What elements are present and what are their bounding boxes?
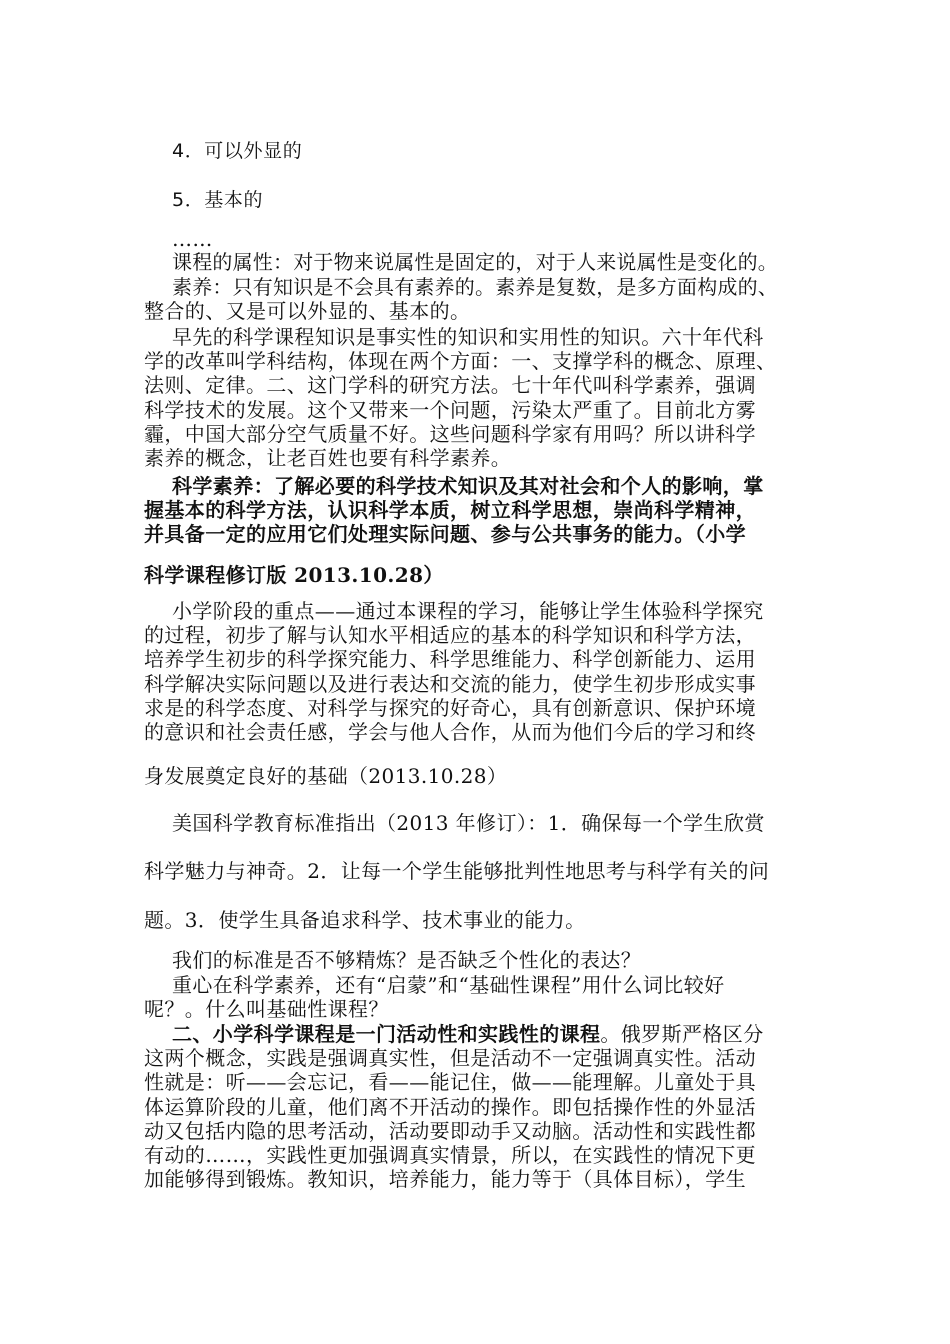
text-line: 霾，中国大部分空气质量不好。这些问题科学家有用吗？所以讲科学	[144, 421, 756, 446]
text-line: 题。3．使学生具备追求科学、技术事业的能力。	[144, 908, 586, 932]
text-line: 动又包括内隐的思考活动，活动要即动手又动脑。活动性和实践性都	[144, 1118, 756, 1143]
text-line: 握基本的科学方法，认识科学本质，树立科学思想，崇尚科学精神，	[144, 498, 756, 523]
text-line: 培养学生初步的科学探究能力、科学思维能力、科学创新能力、运用	[144, 647, 756, 672]
text-line: 课程的属性：对于物来说属性是固定的，对于人来说属性是变化的。	[172, 250, 778, 274]
text-line: 科学技术的发展。这个又带来一个问题，污染太严重了。目前北方雾	[144, 397, 756, 422]
text-line: 有动的……，实践性更加强调真实情景，所以，在实践性的情况下更	[144, 1143, 756, 1168]
text-line: 法则、定律。二、这门学科的研究方法。七十年代叫科学素养，强调	[144, 373, 756, 398]
text-line: 素养的概念，让老百姓也要有科学素养。	[144, 446, 512, 471]
paragraph-question	[172, 948, 641, 972]
us-standard-line-1	[172, 811, 765, 835]
text-line: 并具备一定的应用它们处理实际问题、参与公共事务的能力。（小学	[144, 522, 746, 547]
text-line: 科学解决实际问题以及进行表达和交流的能力，使学生初步形成实事	[144, 671, 756, 696]
text-line: 科学课程修订版 2013.10.28）	[144, 563, 444, 587]
text-line: 身发展奠定良好的基础（2013.10.28）	[144, 764, 508, 788]
text-line: 科学素养：了解必要的科学技术知识及其对社会和个人的影响，掌	[172, 474, 764, 498]
paragraph-focus-question	[144, 973, 725, 1022]
text-line: 这两个概念，实践是强调真实性，但是活动不一定强调真实性。活动	[144, 1046, 756, 1071]
us-standard-line-3	[144, 908, 614, 932]
section-2-heading: 二、小学科学课程是一门活动性和实践性的课程	[172, 1022, 601, 1046]
list-item-4-text: 4．可以外显的	[172, 140, 303, 162]
us-standard-line-2	[144, 859, 797, 883]
text-line: 美国科学教育标准指出（2013 年修订）：1．确保每一个学生欣赏	[172, 811, 765, 835]
text-line: 素养：只有知识是不会具有素养的。素养是复数，是多方面构成的、	[172, 275, 778, 299]
text-line: 我们的标准是否不够精炼？是否缺乏个性化的表达？	[172, 948, 642, 972]
text-line: 学的改革叫学科结构，体现在两个方面：一、支撑学科的概念、原理、	[144, 349, 777, 374]
text-line: 科学魅力与神奇。2．让每一个学生能够批判性地思考与科学有关的问	[144, 859, 770, 883]
section-2-first-line-rest: 。俄罗斯严格区分	[600, 1022, 764, 1046]
text-line: 重心在科学素养，还有“启蒙”和“基础性课程”用什么词比较好	[172, 973, 725, 997]
list-item-5-text: 5．基本的	[172, 189, 264, 211]
focus-source-line	[144, 764, 535, 788]
list-item-4	[172, 139, 302, 163]
text-line: 求是的科学态度、对科学与探究的好奇心，具有创新意识、保护环境	[144, 695, 756, 720]
text-line	[172, 1022, 784, 1046]
ellipsis-text: ……	[172, 227, 213, 251]
text-line: 呢？。什么叫基础性课程？	[144, 997, 389, 1022]
text-line: 的意识和社会责任感，学会与他人合作，从而为他们今后的学习和终	[144, 720, 756, 745]
text-line: 早先的科学课程知识是事实性的知识和实用性的知识。六十年代科	[172, 325, 764, 349]
definition-source-line	[144, 563, 472, 587]
paragraph-suyang	[144, 275, 778, 324]
ellipsis-line	[172, 227, 213, 251]
paragraph-primary-focus	[144, 599, 784, 745]
text-line: 整合的、又是可以外显的、基本的。	[144, 299, 471, 324]
section-2-paragraph	[144, 1022, 784, 1192]
text-line: 的过程，初步了解与认知水平相适应的基本的科学知识和科学方法，	[144, 623, 756, 648]
paragraph-course-attribute	[172, 250, 778, 274]
text-line: 小学阶段的重点——通过本课程的学习，能够让学生体验科学探究	[172, 599, 764, 623]
text-line: 体运算阶段的儿童，他们离不开活动的操作。即包括操作性的外显活	[144, 1094, 756, 1119]
paragraph-early-science	[144, 325, 804, 471]
paragraph-science-literacy-definition	[144, 474, 784, 547]
text-line: 性就是：听——会忘记，看——能记住，做——能理解。儿童处于具	[144, 1070, 756, 1095]
list-item-5	[172, 188, 263, 212]
text-line: 加能够得到锻炼。教知识，培养能力，能力等于（具体目标），学生	[144, 1167, 746, 1192]
